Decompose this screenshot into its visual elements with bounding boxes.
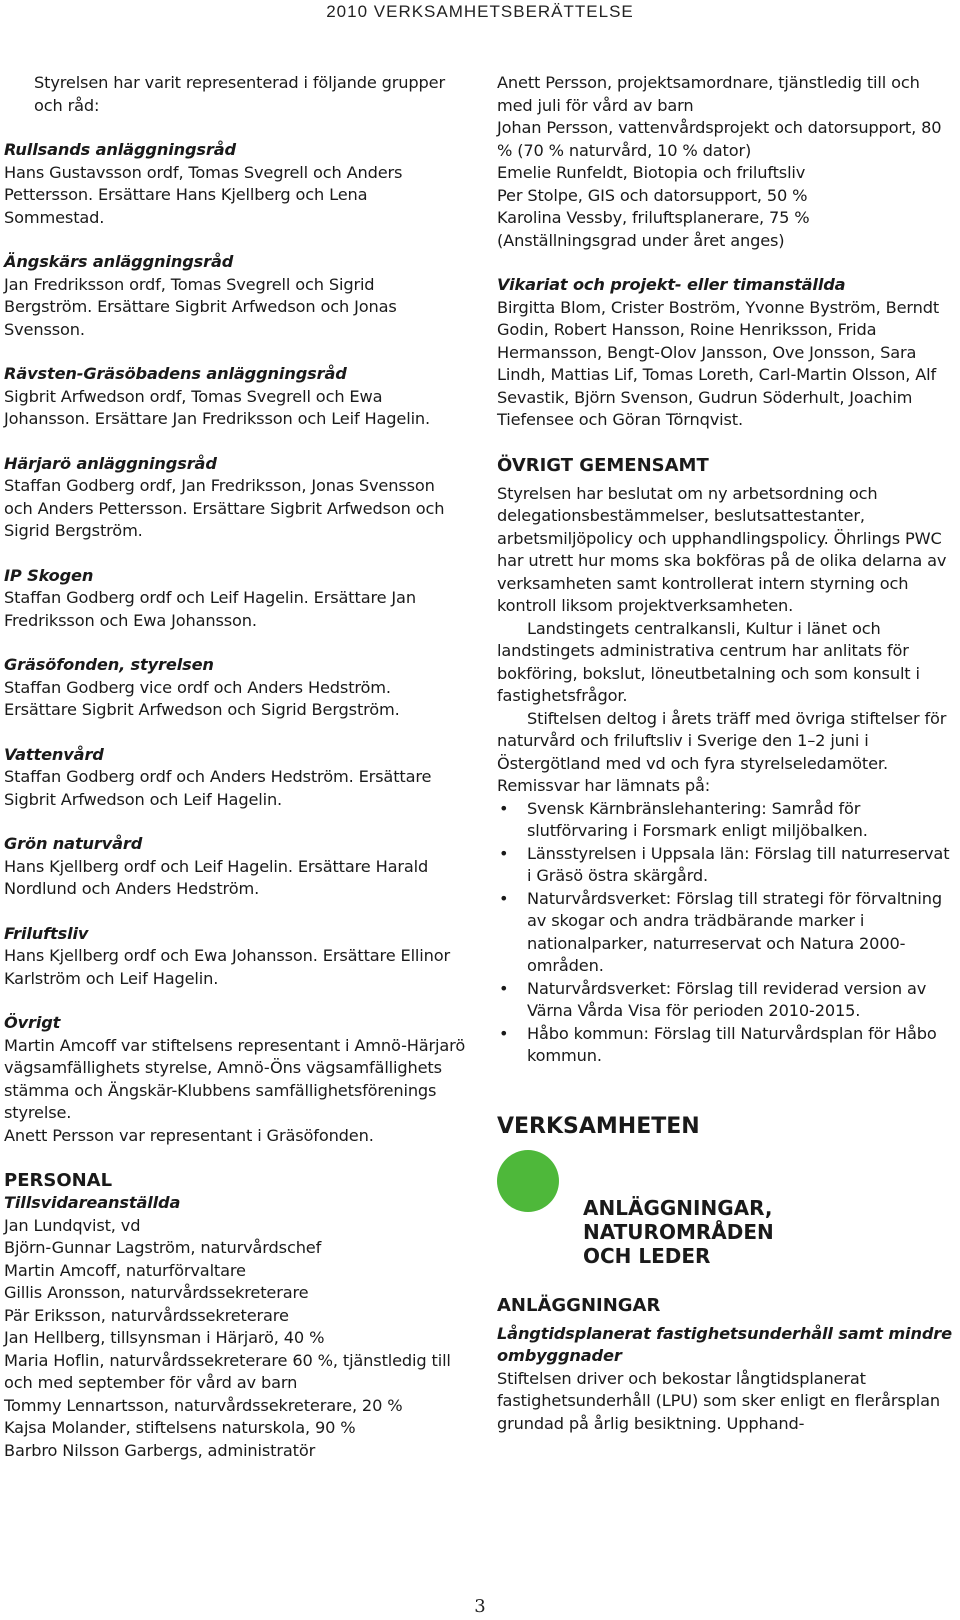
section-title: Gräsöfonden, styrelsen [4, 655, 214, 674]
vikariat-title: Vikariat och projekt- eller timanställda [497, 275, 846, 294]
section-heading-line: OCH LEDER [583, 1243, 711, 1268]
ovrigt-paragraph-2: Landstingets centralkansli, Kultur i länet och landstingets administrativa centrum har anlitats för bokföring, bokslut, löneutbetalning och som konsult i fastighetsfrågor. [497, 618, 920, 705]
section-title: IP Skogen [4, 565, 94, 585]
section-title: Ängskärs anläggningsråd [4, 252, 234, 271]
list-item-text: Naturvårdsverket: Förslag till reviderad version av Värna Vårda Visa för perioden 2010-2015. [527, 978, 927, 1020]
personal-subheading: Tillsvidareanställda [4, 1193, 181, 1212]
section-text-2: Anett Persson var representant i Gräsöfonden. [4, 1125, 374, 1145]
left-column [4, 72, 466, 1462]
section-title: Övrigt [4, 1013, 61, 1032]
anlaggningar-heading: ANLÄGGNINGAR [497, 1294, 661, 1316]
section-title: Grön naturvård [4, 834, 143, 853]
staff-line: Barbro Nilsson Garbergs, administratör [4, 1440, 316, 1460]
right-column [497, 72, 957, 1435]
personal-heading: PERSONAL [4, 1170, 113, 1191]
bullet-icon: • [499, 798, 509, 818]
section-text: Martin Amcoff var stiftelsens representant i Amnö-Härjarö vägsamfällighets styrelse, Amnö-Öns vägsamfällighets stämma och Ängskär-Klubbens samfällighetsförenings styrelse. [4, 1035, 466, 1122]
section-ip-skogen [4, 565, 466, 633]
list-item [497, 1023, 957, 1068]
staff-line: (Anställningsgrad under året anges) [497, 230, 785, 250]
section-text: Staffan Godberg vice ordf och Anders Hedström. Ersättare Sigbrit Arfwedson och Sigrid Bergström. [4, 677, 400, 719]
bullet-icon: • [499, 1023, 509, 1043]
list-item [497, 843, 957, 888]
section-title: Friluftsliv [4, 923, 89, 943]
verksamheten-heading: VERKSAMHETEN [497, 1113, 700, 1139]
lpu-text: Stiftelsen driver och bekostar långtidsplanerat fastighetsunderhåll (LPU) som sker enligt en flerårsplan grundad på årlig besiktning. Upphand- [497, 1368, 940, 1433]
staff-line: Johan Persson, vattenvårdsprojekt och datorsupport, 80 % (70 % naturvård, 10 % dator) [497, 118, 942, 160]
staff-line: Pär Eriksson, naturvårdssekreterare [4, 1305, 289, 1325]
bullet-icon: • [499, 888, 509, 908]
section-text: Jan Fredriksson ordf, Tomas Svegrell och Sigrid Bergström. Ersättare Sigbrit Arfwedson och Jonas Svensson. [4, 274, 397, 339]
staff-line: Karolina Vessby, friluftsplanerare, 75 % [497, 208, 810, 227]
list-item-text: Svensk Kärnbränslehantering: Samråd för slutförvaring i Forsmark enligt miljöbalken. [527, 798, 868, 840]
list-item [497, 798, 957, 843]
section-angskar [4, 251, 466, 341]
list-item-text: Håbo kommun: Förslag till Naturvårdsplan för Håbo kommun. [527, 1023, 937, 1065]
section-gron-naturvard [4, 833, 466, 901]
staff-line: Gillis Aronsson, naturvårdssekreterare [4, 1283, 309, 1302]
ovrigt-paragraph-1: Styrelsen har beslutat om ny arbetsordning och delegationsbestämmelser, beslutsattestanter, arbetsmiljöpolicy och upphandlingspolicy. Öhrlings PWC har utrett hur moms ska bokföras på de olika delarna av verksamheten samt kontrollerat intern styrning och kontroll liksom projektverksamheten. [497, 483, 947, 615]
staff-line: Tommy Lennartsson, naturvårdssekreterare, 20 % [4, 1395, 403, 1415]
section-rullsand [4, 139, 466, 229]
vikariat-text: Birgitta Blom, Crister Boström, Yvonne Byström, Berndt Godin, Robert Hansson, Roine Henriksson, Frida Hermansson, Bengt-Olov Jansson, Ove Jonsson, Sara Lindh, Mattias Lif, Tomas Loreth, Carl-Martin Olsson, Alf Sevastik, Björn Svenson, Gudrun Söderhult, Joachim Tiefensee och Göran Törnqvist. [497, 297, 940, 429]
ovrigt-paragraph-3: Stiftelsen deltog i årets träff med övriga stiftelser för naturvård och friluftsliv i Sverige den 1–2 juni i Östergötland med vd och fyra styrelseledamöter. [497, 708, 947, 773]
verksamheten-section [497, 1114, 957, 1436]
personal-section [4, 1169, 466, 1462]
staff-continued [497, 72, 957, 252]
section-text: Staffan Godberg ordf och Anders Hedström. Ersättare Sigbrit Arfwedson och Leif Hagelin. [4, 767, 432, 809]
staff-line: Per Stolpe, GIS och datorsupport, 50 % [497, 185, 808, 205]
page-number: 3 [474, 1596, 486, 1617]
ovrigt-heading: ÖVRIGT GEMENSAMT [497, 454, 709, 476]
list-item [497, 978, 957, 1023]
staff-line: Jan Hellberg, tillsynsman i Härjarö, 40 % [4, 1328, 325, 1347]
running-head: 2010 VERKSAMHETSBERÄTTELSE [326, 2, 634, 21]
vikariat-section [497, 274, 957, 432]
intro-text: Styrelsen har varit representerad i följande grupper och råd: [34, 73, 445, 115]
section-harjaro [4, 453, 466, 543]
ovrigt-gemensamt-section [497, 454, 957, 1068]
green-dot-icon [497, 1150, 559, 1212]
section-title: Vattenvård [4, 744, 104, 764]
section-text: Sigbrit Arfwedson ordf, Tomas Svegrell och Ewa Johansson. Ersättare Jan Fredriksson och Leif Hagelin. [4, 386, 431, 428]
bullet-icon: • [499, 843, 509, 863]
remiss-list [497, 798, 957, 1068]
section-title: Rullsands anläggningsråd [4, 140, 236, 159]
staff-line: Martin Amcoff, naturförvaltare [4, 1260, 246, 1280]
list-item [497, 888, 957, 978]
section-text: Hans Kjellberg ordf och Ewa Johansson. Ersättare Ellinor Karlström och Leif Hagelin. [4, 946, 450, 988]
staff-line: Kajsa Molander, stiftelsens naturskola, 90 % [4, 1418, 356, 1437]
section-text: Hans Kjellberg ordf och Leif Hagelin. Ersättare Harald Nordlund och Anders Hedström. [4, 856, 429, 898]
section-title: Rävsten-Gräsöbadens anläggningsråd [4, 364, 347, 383]
section-text: Staffan Godberg ordf, Jan Fredriksson, Jonas Svensson och Anders Pettersson. Ersättare Sigbrit Arfwedson och Sigrid Bergström. [4, 476, 445, 540]
section-vattenvard [4, 744, 466, 812]
list-item-text: Naturvårdsverket: Förslag till strategi för förvaltning av skogar och andra trädbärande marker i nationalparker, naturreservat och Natura 2000-områden. [527, 888, 942, 975]
section-ravsten [4, 363, 466, 431]
staff-line: Björn-Gunnar Lagström, naturvårdschef [4, 1238, 322, 1257]
staff-line: Anett Persson, projektsamordnare, tjänstledig till och med juli för vård av barn [497, 73, 920, 115]
section-grasofonden [4, 654, 466, 722]
section-ovrigt [4, 1012, 466, 1147]
section-text: Staffan Godberg ordf och Leif Hagelin. Ersättare Jan Fredriksson och Ewa Johansson. [4, 588, 416, 630]
list-item-text: Länsstyrelsen i Uppsala län: Förslag till naturreservat i Gräsö östra skärgård. [527, 843, 950, 885]
section-text: Hans Gustavsson ordf, Tomas Svegrell och Anders Pettersson. Ersättare Hans Kjellberg och Lena Sommestad. [4, 162, 403, 227]
lpu-title: Långtidsplanerat fastighetsunderhåll samt mindre ombyggnader [497, 1323, 952, 1365]
staff-line: Jan Lundqvist, vd [4, 1215, 141, 1235]
staff-line: Maria Hoflin, naturvårdssekreterare 60 %, tjänstledig till och med september för vård av barn [4, 1350, 451, 1392]
section-friluftsliv [4, 923, 466, 991]
section-title: Härjarö anläggningsråd [4, 453, 217, 473]
bullet-icon: • [499, 978, 509, 998]
staff-line: Emelie Runfeldt, Biotopia och friluftsliv [497, 163, 806, 182]
section-heading-line: ANLÄGGNINGAR, NATUROMRÅDEN [583, 1195, 774, 1244]
remiss-intro: Remissvar har lämnats på: [497, 776, 711, 795]
